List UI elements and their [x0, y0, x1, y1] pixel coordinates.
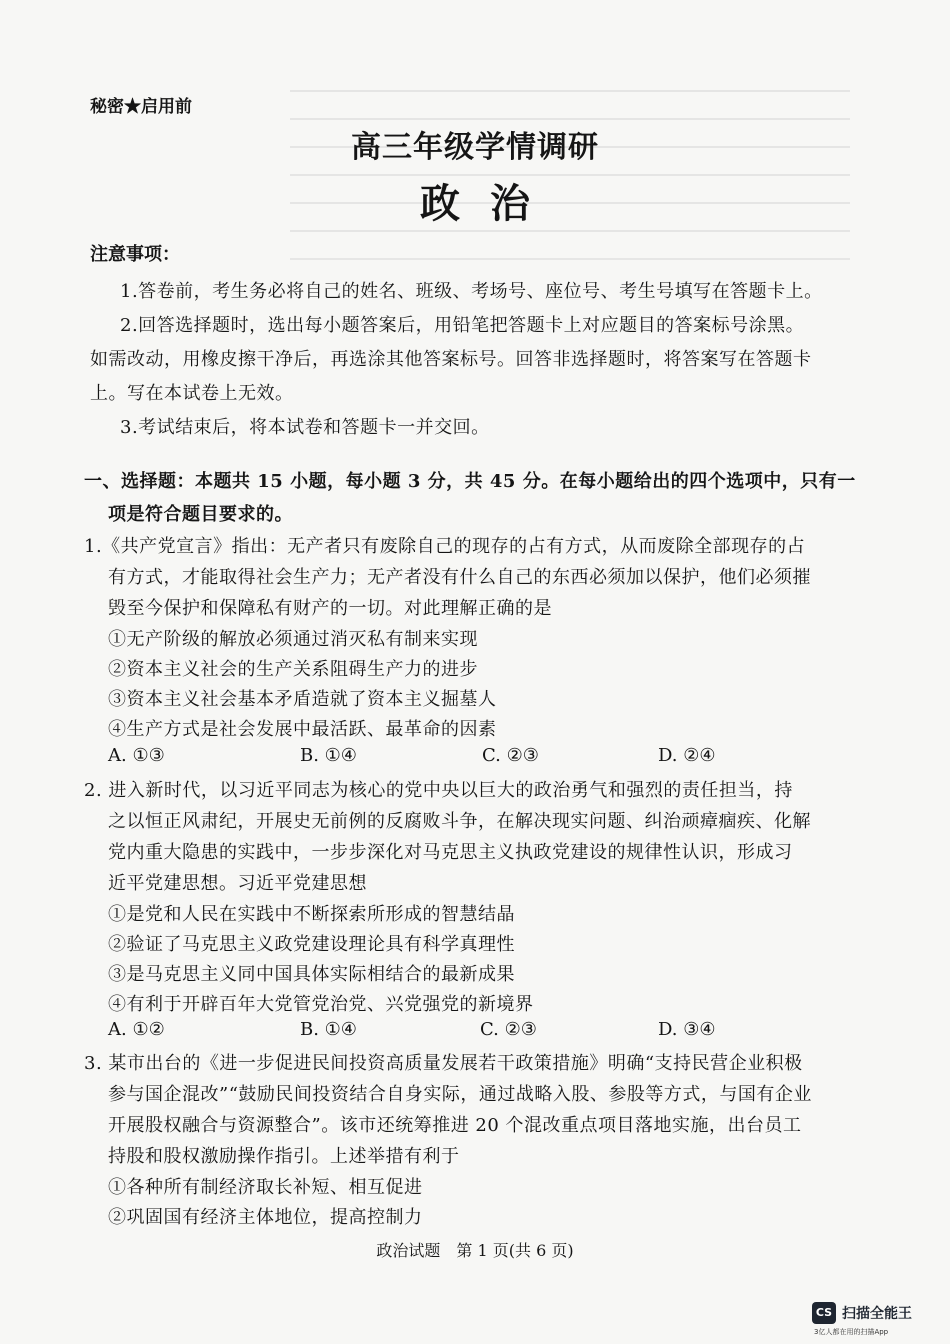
scanner-watermark: [812, 1300, 942, 1336]
scanner-logo-icon: CS: [812, 1302, 836, 1324]
notice-item-2-line-3: 上。写在本试卷上无效。: [90, 383, 294, 404]
q1-statement-2: ②资本主义社会的生产关系阻碍生产力的进步: [108, 659, 478, 680]
q1-option-b: B. ①④: [300, 745, 357, 766]
notice-item-3: 3.考试结束后，将本试卷和答题卡一并交回。: [120, 417, 490, 438]
q2-option-d: D. ③④: [658, 1019, 716, 1040]
q1-statement-1: ①无产阶级的解放必须通过消灭私有制来实现: [108, 629, 478, 650]
secret-label: 秘密★启用前: [90, 97, 192, 117]
q3-statement-1: ①各种所有制经济取长补短、相互促进: [108, 1177, 423, 1198]
scanner-app-name: 扫描全能王: [842, 1306, 912, 1322]
q3-stem-line-3: 开展股权融合与资源整合”。该市还统筹推进 20 个混改重点项目落地实施，出台员工: [108, 1115, 802, 1136]
exam-title: 高三年级学情调研: [351, 130, 599, 165]
q2-stem-line-1: 2. 进入新时代，以习近平同志为核心的党中央以巨大的政治勇气和强烈的责任担当，持: [84, 780, 793, 801]
q1-statement-3: ③资本主义社会基本矛盾造就了资本主义掘墓人: [108, 689, 497, 710]
notice-item-2-line-1: 2.回答选择题时，选出每小题答案后，用铅笔把答题卡上对应题目的答案标号涂黑。: [120, 315, 805, 336]
section-heading-line-1: 一、选择题：本题共 15 小题，每小题 3 分，共 45 分。在每小题给出的四个选项中，只有一: [84, 471, 856, 492]
q2-stem-line-3: 党内重大隐患的实践中，一步步深化对马克思主义执政党建设的规律性认识，形成习: [108, 842, 793, 863]
q2-option-b: B. ①④: [300, 1019, 357, 1040]
q1-stem-line-1: 1.《共产党宣言》指出：无产者只有废除自己的现存的占有方式，从而废除全部现存的占: [84, 536, 806, 557]
q2-statement-2: ②验证了马克思主义政党建设理论具有科学真理性: [108, 934, 515, 955]
q3-stem-line-2: 参与国企混改”“鼓励民间投资结合自身实际，通过战略入股、参股等方式，与国有企业: [108, 1084, 812, 1105]
page-footer: 政治试题 第 1 页(共 6 页): [376, 1241, 574, 1260]
q2-option-a: A. ①②: [108, 1019, 165, 1040]
q1-stem-line-2: 有方式，才能取得社会生产力；无产者没有什么自己的东西必须加以保护，他们必须摧: [108, 567, 811, 588]
q2-statement-3: ③是马克思主义同中国具体实际相结合的最新成果: [108, 964, 515, 985]
q3-statement-2: ②巩固国有经济主体地位，提高控制力: [108, 1207, 423, 1228]
subject-title: 政治: [420, 180, 560, 227]
q2-statement-4: ④有利于开辟百年大党管党治党、兴党强党的新境界: [108, 994, 534, 1015]
q2-stem-line-2: 之以恒正风肃纪，开展史无前例的反腐败斗争，在解决现实问题、纠治顽瘴痼疾、化解: [108, 811, 811, 832]
q1-option-a: A. ①③: [108, 745, 165, 766]
q2-statement-1: ①是党和人民在实践中不断探索所形成的智慧结晶: [108, 904, 515, 925]
q3-stem-line-4: 持股和股权激励操作指引。上述举措有利于: [108, 1146, 460, 1167]
notice-item-2-line-2: 如需改动，用橡皮擦干净后，再选涂其他答案标号。回答非选择题时，将答案写在答题卡: [90, 349, 812, 370]
q1-option-d: D. ②④: [658, 745, 716, 766]
q1-option-c: C. ②③: [482, 745, 539, 766]
q2-stem-line-4: 近平党建思想。习近平党建思想: [108, 873, 367, 894]
q2-option-c: C. ②③: [480, 1019, 537, 1040]
section-heading-line-2: 项是符合题目要求的。: [108, 504, 293, 525]
q1-stem-line-3: 毁至今保护和保障私有财产的一切。对此理解正确的是: [108, 598, 552, 619]
notice-heading: 注意事项：: [90, 244, 180, 265]
q3-stem-line-1: 3. 某市出台的《进一步促进民间投资高质量发展若干政策措施》明确“支持民营企业积极: [84, 1053, 803, 1074]
notice-item-1: 1.答卷前，考生务必将自己的姓名、班级、考场号、座位号、考生号填写在答题卡上。: [120, 281, 823, 302]
scanner-tagline: 3亿人都在用的扫描App: [814, 1328, 889, 1336]
q1-statement-4: ④生产方式是社会发展中最活跃、最革命的因素: [108, 719, 497, 740]
